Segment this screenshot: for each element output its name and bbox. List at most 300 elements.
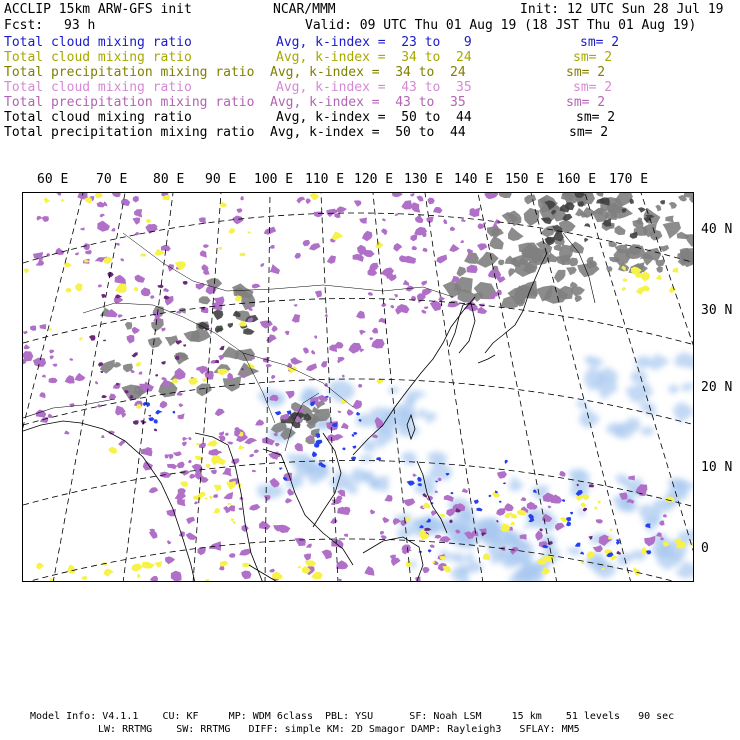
purple-precip-patch [421, 281, 427, 286]
purple-precip-patch [329, 345, 337, 353]
purple-precip-patch [394, 213, 398, 216]
purple-precip-patch [271, 325, 277, 332]
purple-precip-patch [254, 449, 260, 453]
purple-precip-patch [306, 544, 312, 548]
valid-time: Valid: 09 UTC Thu 01 Aug 19 (18 JST Thu 01 Aug 19) [305, 18, 697, 33]
purple-precip-patch [448, 301, 460, 308]
purple-precip-patch [402, 548, 412, 554]
dark-purple-precip-patch [132, 352, 138, 356]
field-avg: Avg, k-index = 43 to 35 [276, 80, 472, 95]
blue-cloud-patch [154, 419, 158, 423]
yellow-cloud-patch [23, 269, 29, 274]
yellow-cloud-patch [180, 481, 188, 486]
dark-purple-precip-patch [183, 281, 188, 285]
longitude-label: 80 E [153, 172, 185, 187]
purple-precip-patch [150, 576, 158, 581]
purple-precip-patch [163, 288, 169, 292]
purple-precip-patch [42, 375, 46, 378]
yellow-cloud-patch [36, 563, 44, 570]
purple-precip-patch [23, 331, 28, 335]
purple-precip-patch [118, 440, 125, 446]
yellow-cloud-patch [213, 508, 220, 513]
yellow-cloud-patch [188, 378, 198, 385]
purple-precip-patch [461, 219, 466, 222]
light-cloud-patch [615, 474, 630, 485]
purple-precip-patch [116, 243, 120, 246]
yellow-cloud-patch [598, 501, 601, 504]
yellow-cloud-patch [220, 202, 227, 207]
purple-precip-patch [141, 288, 151, 297]
purple-precip-patch [436, 255, 447, 264]
purple-precip-patch [133, 196, 139, 203]
light-cloud-patch [638, 401, 657, 416]
blue-cloud-patch [562, 499, 565, 502]
light-cloud-patch [576, 400, 588, 409]
field-avg: Avg, k-index = 23 to 9 [276, 35, 472, 50]
yellow-cloud-patch [243, 563, 252, 568]
purple-precip-patch [199, 443, 206, 448]
yellow-cloud-patch [136, 362, 141, 367]
purple-precip-patch [338, 579, 341, 582]
purple-precip-patch [391, 558, 401, 566]
blue-cloud-patch [173, 411, 176, 414]
yellow-cloud-patch [510, 522, 515, 526]
purple-precip-patch [327, 255, 336, 264]
longitude-label: 100 E [254, 172, 294, 187]
gray-cloud-patch [656, 266, 663, 273]
dark-purple-precip-patch [133, 420, 139, 425]
gray-cloud-patch [458, 289, 478, 302]
purple-precip-patch [266, 364, 272, 367]
purple-precip-patch [213, 494, 218, 498]
purple-precip-patch [353, 254, 364, 262]
org-label: NCAR/MMM [273, 2, 336, 17]
purple-precip-patch [270, 264, 280, 274]
blue-cloud-patch [376, 457, 381, 460]
purple-precip-patch [422, 567, 429, 573]
purple-precip-patch [182, 437, 188, 441]
yellow-cloud-patch [231, 518, 235, 521]
yellow-cloud-patch [238, 445, 245, 449]
yellow-cloud-patch [66, 288, 72, 293]
purple-precip-patch [138, 372, 142, 375]
purple-precip-patch [497, 471, 507, 479]
blue-cloud-patch [275, 411, 282, 415]
purple-precip-patch [199, 217, 207, 224]
gray-cloud-patch [199, 296, 211, 304]
gray-cloud-patch [125, 322, 133, 330]
yellow-cloud-patch [235, 295, 242, 301]
purple-precip-patch [241, 571, 251, 580]
yellow-cloud-patch [636, 286, 646, 295]
purple-precip-patch [596, 519, 604, 523]
purple-precip-patch [344, 534, 348, 537]
gray-cloud-patch [508, 268, 515, 277]
purple-precip-patch [421, 310, 426, 314]
purple-precip-patch [56, 193, 61, 196]
gray-cloud-patch [476, 252, 499, 268]
yellow-cloud-patch [669, 286, 677, 293]
field-sm: sm= 2 [580, 35, 620, 50]
map-panel [22, 192, 694, 582]
purple-precip-patch [394, 294, 398, 298]
longitude-label: 70 E [96, 172, 128, 187]
model-info-line2: LW: RRTMG SW: RRTMG DIFF: simple KM: 2D Smagor DAMP: Rayleigh3 SFLAY: MM5 [98, 724, 580, 735]
purple-precip-patch [97, 202, 105, 208]
yellow-cloud-patch [115, 283, 127, 293]
purple-precip-patch [424, 306, 428, 309]
purple-precip-patch [416, 196, 423, 202]
latitude-label: 0 [701, 541, 709, 556]
yellow-cloud-patch [594, 507, 597, 510]
purple-precip-patch [520, 497, 526, 501]
dark-purple-precip-patch [158, 285, 164, 288]
purple-precip-patch [548, 506, 552, 509]
field-sm: sm= 2 [573, 50, 613, 65]
longitude-label: 140 E [454, 172, 494, 187]
purple-precip-patch [64, 430, 70, 434]
longitude-label: 130 E [404, 172, 444, 187]
light-cloud-patch [640, 426, 655, 436]
purple-precip-patch [560, 471, 566, 477]
purple-precip-patch [295, 538, 306, 546]
field-sm: sm= 2 [576, 110, 616, 125]
blue-cloud-patch [352, 434, 355, 437]
purple-precip-patch [477, 243, 487, 250]
dark-gray-cloud-patch [213, 310, 224, 320]
purple-precip-patch [303, 240, 310, 247]
purple-precip-patch [318, 395, 329, 402]
yellow-cloud-patch [75, 283, 82, 291]
gray-cloud-patch [571, 286, 585, 296]
purple-precip-patch [24, 344, 31, 349]
field-avg: Avg, k-index = 34 to 24 [276, 50, 472, 65]
purple-precip-patch [527, 502, 536, 510]
purple-precip-patch [80, 227, 84, 230]
gray-cloud-patch [505, 256, 517, 267]
purple-precip-patch [504, 503, 514, 511]
dark-gray-cloud-patch [584, 238, 589, 243]
purple-precip-patch [393, 243, 402, 252]
yellow-cloud-patch [247, 231, 251, 234]
light-cloud-patch [388, 386, 400, 394]
purple-precip-patch [496, 508, 505, 515]
purple-precip-patch [334, 213, 340, 218]
dark-gray-cloud-patch [630, 232, 638, 239]
dark-purple-precip-patch [115, 294, 122, 298]
gray-cloud-patch [191, 329, 211, 342]
purple-precip-patch [33, 358, 46, 367]
purple-precip-patch [342, 375, 345, 378]
purple-precip-patch [294, 304, 298, 307]
purple-precip-patch [428, 198, 435, 205]
purple-precip-patch [237, 208, 243, 213]
model-info-line1: Model Info: V4.1.1 CU: KF MP: WDM 6class PBL: YSU SF: Noah LSM 15 km 51 levels 90 sec [30, 711, 675, 722]
purple-precip-patch [352, 400, 362, 410]
purple-precip-patch [306, 198, 311, 204]
purple-precip-patch [285, 391, 294, 399]
gray-cloud-patch [498, 260, 505, 266]
longitude-label: 160 E [557, 172, 597, 187]
purple-precip-patch [171, 571, 182, 582]
yellow-cloud-patch [226, 481, 236, 490]
gray-cloud-patch [554, 270, 565, 283]
purple-precip-patch [260, 263, 264, 267]
purple-precip-patch [290, 357, 303, 365]
purple-precip-patch [177, 392, 183, 396]
yellow-cloud-patch [108, 447, 117, 454]
purple-precip-patch [100, 214, 106, 218]
field-name: Total precipitation mixing ratio [4, 95, 255, 110]
purple-precip-patch [178, 413, 185, 419]
yellow-cloud-patch [131, 564, 142, 572]
blue-cloud-patch [428, 549, 432, 552]
purple-precip-patch [197, 547, 205, 555]
gray-cloud-patch [508, 227, 524, 241]
purple-precip-patch [160, 472, 171, 478]
purple-precip-patch [410, 193, 414, 197]
purple-precip-patch [177, 462, 185, 469]
gray-cloud-patch [566, 267, 577, 275]
purple-precip-patch [255, 419, 264, 425]
model-title: ACCLIP 15km ARW-GFS init [4, 2, 192, 17]
yellow-cloud-patch [213, 485, 221, 492]
blue-cloud-patch [325, 396, 329, 398]
blue-cloud-patch [474, 500, 479, 504]
field-name: Total cloud mixing ratio [4, 80, 192, 95]
purple-precip-patch [118, 314, 123, 318]
yellow-cloud-patch [146, 219, 152, 223]
gray-cloud-patch [665, 216, 674, 223]
yellow-cloud-patch [81, 576, 88, 580]
dark-gray-cloud-patch [638, 207, 646, 212]
longitude-label: 150 E [505, 172, 545, 187]
purple-precip-patch [75, 252, 79, 255]
purple-precip-patch [443, 219, 447, 224]
purple-precip-patch [438, 295, 445, 301]
purple-precip-patch [433, 207, 442, 214]
dark-purple-precip-patch [148, 415, 151, 417]
dark-purple-precip-patch [183, 344, 186, 346]
dark-purple-precip-patch [503, 483, 506, 485]
blue-cloud-patch [417, 477, 422, 482]
purple-precip-patch [410, 235, 417, 242]
blue-cloud-patch [476, 508, 482, 512]
purple-precip-patch [173, 451, 182, 456]
dark-gray-cloud-patch [228, 323, 233, 328]
purple-precip-patch [331, 539, 343, 549]
purple-precip-patch [336, 560, 348, 569]
purple-precip-patch [644, 536, 655, 547]
field-sm: sm= 2 [569, 125, 609, 140]
purple-precip-patch [36, 259, 45, 266]
purple-precip-patch [203, 244, 209, 248]
yellow-cloud-patch [142, 562, 155, 569]
purple-precip-patch [370, 509, 375, 514]
purple-precip-patch [264, 495, 271, 501]
purple-precip-patch [446, 508, 455, 517]
latitude-label: 10 N [701, 460, 733, 475]
purple-precip-patch [52, 363, 57, 366]
light-cloud-patch [449, 553, 465, 563]
yellow-cloud-patch [377, 379, 384, 384]
purple-precip-patch [134, 209, 142, 217]
yellow-cloud-patch [134, 287, 139, 291]
purple-precip-patch [200, 250, 207, 258]
purple-precip-patch [663, 514, 667, 517]
purple-precip-patch [359, 330, 366, 336]
yellow-cloud-patch [195, 456, 204, 461]
purple-precip-patch [65, 375, 75, 384]
purple-precip-patch [467, 249, 473, 255]
gray-cloud-patch [596, 193, 604, 197]
yellow-cloud-patch [310, 193, 319, 200]
yellow-cloud-patch [209, 496, 213, 500]
purple-precip-patch [211, 470, 217, 475]
purple-precip-patch [222, 468, 232, 477]
field-avg: Avg, k-index = 50 to 44 [276, 110, 472, 125]
purple-precip-patch [478, 307, 488, 314]
purple-precip-patch [186, 517, 195, 525]
light-cloud-patch [359, 455, 374, 463]
purple-precip-patch [330, 518, 338, 524]
purple-precip-patch [371, 339, 385, 349]
purple-precip-patch [444, 495, 454, 502]
purple-precip-patch [380, 531, 384, 535]
light-cloud-patch [648, 354, 671, 371]
latitude-label: 20 N [701, 380, 733, 395]
yellow-cloud-patch [375, 241, 383, 249]
yellow-cloud-patch [633, 567, 636, 571]
purple-precip-patch [260, 321, 273, 329]
yellow-cloud-patch [207, 440, 217, 447]
purple-precip-patch [101, 435, 105, 438]
yellow-cloud-patch [95, 193, 103, 198]
blue-cloud-patch [149, 417, 155, 421]
yellow-cloud-patch [205, 464, 210, 469]
purple-precip-patch [413, 473, 418, 477]
purple-precip-patch [111, 193, 120, 197]
purple-precip-patch [111, 228, 115, 231]
purple-precip-patch [223, 492, 233, 499]
yellow-cloud-patch [154, 561, 162, 567]
purple-precip-patch [249, 454, 254, 457]
purple-precip-patch [167, 464, 177, 469]
purple-precip-patch [430, 545, 435, 548]
purple-precip-patch [115, 275, 127, 285]
purple-precip-patch [364, 566, 374, 576]
forecast-map [23, 193, 694, 582]
purple-precip-patch [218, 355, 224, 361]
purple-precip-patch [182, 442, 187, 447]
gray-cloud-patch [655, 205, 661, 212]
yellow-cloud-patch [440, 514, 446, 518]
purple-precip-patch [239, 508, 243, 511]
blue-cloud-patch [566, 521, 571, 526]
blue-cloud-patch [407, 481, 415, 486]
purple-precip-patch [435, 490, 439, 493]
longitude-label: 90 E [205, 172, 237, 187]
purple-precip-patch [240, 196, 243, 200]
purple-precip-patch [362, 250, 375, 257]
field-avg: Avg, k-index = 43 to 35 [270, 95, 466, 110]
purple-precip-patch [127, 335, 135, 344]
purple-precip-patch [369, 337, 373, 340]
light-cloud-patch [401, 452, 418, 465]
purple-precip-patch [120, 258, 124, 261]
purple-precip-patch [435, 535, 442, 539]
blue-cloud-patch [575, 543, 581, 547]
yellow-cloud-patch [49, 327, 52, 330]
longitude-label: 120 E [354, 172, 394, 187]
purple-precip-patch [165, 556, 175, 564]
purple-precip-patch [109, 394, 116, 401]
field-sm: sm= 2 [566, 95, 606, 110]
purple-precip-patch [69, 358, 73, 361]
purple-precip-patch [83, 243, 90, 250]
blue-cloud-patch [505, 460, 508, 464]
purple-precip-patch [168, 264, 174, 272]
purple-precip-patch [348, 343, 361, 354]
light-cloud-patch [362, 440, 376, 452]
yellow-cloud-patch [204, 498, 208, 500]
purple-precip-patch [460, 240, 464, 243]
blue-cloud-patch [155, 410, 162, 415]
purple-precip-patch [161, 328, 166, 332]
dark-purple-precip-patch [617, 551, 621, 555]
purple-precip-patch [39, 392, 45, 398]
yellow-cloud-patch [228, 228, 235, 234]
light-cloud-patch [681, 383, 694, 392]
yellow-cloud-patch [140, 253, 146, 256]
blue-cloud-patch [616, 541, 620, 545]
yellow-cloud-patch [582, 495, 589, 501]
blue-cloud-patch [489, 495, 492, 497]
dark-gray-cloud-patch [215, 326, 224, 334]
blue-cloud-patch [499, 501, 502, 503]
purple-precip-patch [426, 217, 433, 224]
purple-precip-patch [295, 443, 303, 451]
yellow-cloud-patch [218, 247, 223, 251]
yellow-cloud-patch [103, 569, 114, 577]
purple-precip-patch [374, 265, 379, 268]
blue-cloud-patch [312, 451, 317, 457]
light-cloud-patch [579, 408, 600, 429]
purple-precip-patch [593, 545, 603, 552]
purple-precip-patch [384, 495, 392, 502]
purple-precip-patch [219, 431, 224, 435]
purple-precip-patch [358, 384, 362, 388]
yellow-cloud-patch [622, 287, 626, 291]
purple-precip-patch [269, 569, 275, 573]
light-cloud-patch [427, 459, 453, 480]
yellow-cloud-patch [422, 502, 430, 508]
purple-precip-patch [467, 265, 478, 273]
field-name: Total cloud mixing ratio [4, 35, 192, 50]
light-cloud-patch [425, 412, 437, 424]
purple-precip-patch [403, 256, 416, 264]
purple-precip-patch [422, 248, 427, 252]
blue-cloud-patch [356, 412, 360, 416]
purple-precip-patch [98, 284, 102, 287]
blue-cloud-patch [451, 492, 454, 494]
purple-precip-patch [311, 350, 315, 355]
purple-precip-patch [249, 504, 260, 511]
longitude-label: 110 E [305, 172, 345, 187]
gray-cloud-patch [457, 266, 467, 276]
purple-precip-patch [321, 361, 327, 368]
field-name: Total precipitation mixing ratio [4, 125, 255, 140]
